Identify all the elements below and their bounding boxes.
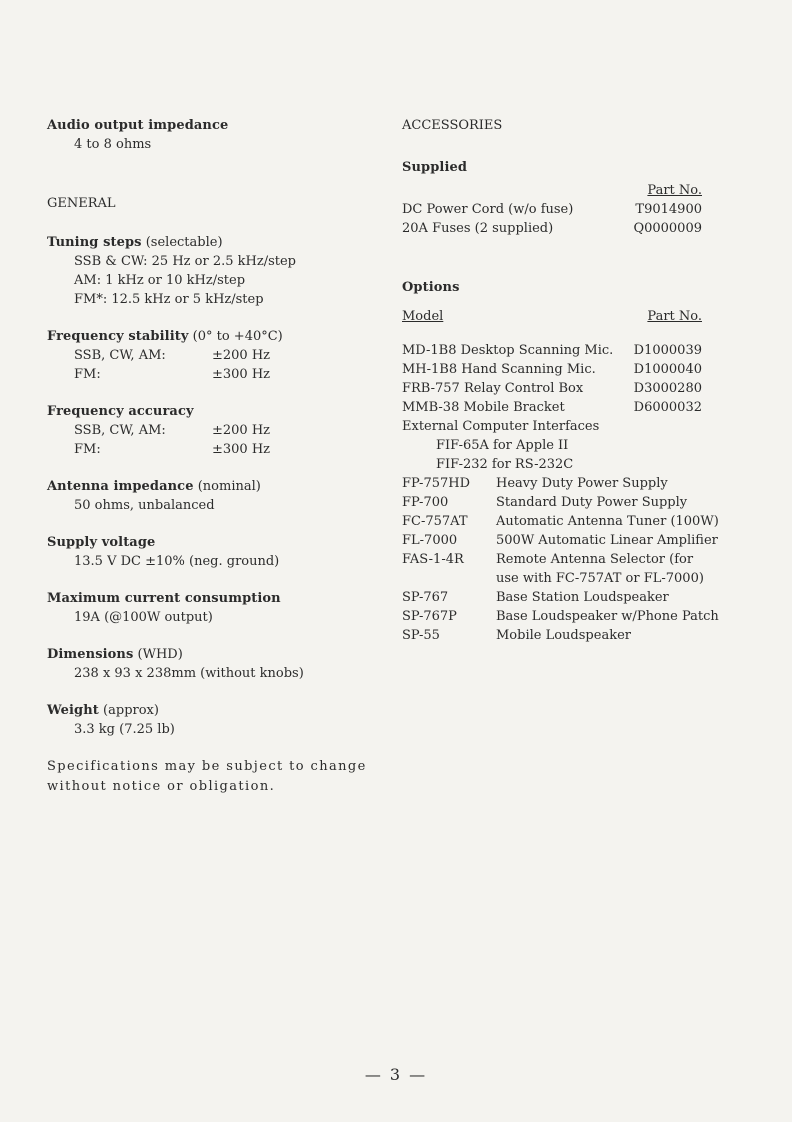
- supplied-part-header: Part No.: [647, 183, 702, 198]
- accessories-list: [402, 474, 762, 645]
- dimensions-subtitle: (WHD): [137, 647, 183, 662]
- frequency-stability-spec: [47, 327, 382, 384]
- frequency-accuracy-title: Frequency accuracy: [47, 404, 194, 419]
- dimensions-value: 238 x 93 x 238mm (without knobs): [74, 666, 304, 681]
- accessory-row: [402, 550, 762, 569]
- options-header-row: [402, 307, 702, 326]
- option-row: [402, 398, 702, 417]
- accessory-model: SP-767P: [402, 609, 457, 624]
- antenna-impedance-spec: [47, 477, 382, 515]
- accessory-description: use with FC-757AT or FL-7000): [496, 571, 704, 586]
- accessory-description: Standard Duty Power Supply: [496, 495, 688, 510]
- spec-row: [47, 440, 382, 459]
- frequency-accuracy-spec: [47, 402, 382, 459]
- accessory-row: [402, 626, 762, 645]
- left-column: [47, 116, 382, 797]
- spec-row-value: ±200 Hz: [212, 423, 271, 438]
- weight-subtitle: (approx): [103, 703, 159, 718]
- supplied-item-part: Q0000009: [633, 221, 702, 236]
- supplied-row: [402, 219, 702, 238]
- audio-output-value: 4 to 8 ohms: [74, 137, 152, 152]
- right-column: [402, 116, 762, 645]
- max-current-title: Maximum current consumption: [47, 591, 281, 606]
- external-interface-item: FIF-65A for Apple II: [436, 438, 569, 453]
- option-item-name: MD-1B8 Desktop Scanning Mic.: [402, 343, 614, 358]
- general-heading: GENERAL: [47, 196, 116, 211]
- max-current-spec: [47, 589, 382, 627]
- antenna-impedance-subtitle: (nominal): [197, 479, 261, 494]
- supply-voltage-spec: [47, 533, 382, 571]
- accessory-model: FC-757AT: [402, 514, 468, 529]
- tuning-steps-subtitle: (selectable): [145, 235, 223, 250]
- accessory-row: [402, 512, 762, 531]
- supply-voltage-title: Supply voltage: [47, 535, 156, 550]
- spec-row: [47, 421, 382, 440]
- supplied-item-part: T9014900: [635, 202, 702, 217]
- supplied-item-name: DC Power Cord (w/o fuse): [402, 202, 574, 217]
- accessory-description: Remote Antenna Selector (for: [496, 552, 694, 567]
- tuning-line: SSB & CW: 25 Hz or 2.5 kHz/step: [74, 254, 296, 269]
- options-heading: Options: [402, 280, 460, 295]
- option-row: [402, 379, 702, 398]
- spec-row: [47, 346, 382, 365]
- accessory-row: [402, 531, 762, 550]
- frequency-stability-subtitle: (0° to +40°C): [192, 329, 283, 344]
- spec-row-value: ±200 Hz: [212, 348, 271, 363]
- accessory-description: Mobile Loudspeaker: [496, 628, 631, 643]
- specifications-note: Specifications may be subject to change without notice or obligation.: [47, 759, 367, 794]
- accessory-row: [402, 607, 762, 626]
- max-current-value: 19A (@100W output): [74, 610, 213, 625]
- spec-row-label: SSB, CW, AM:: [74, 348, 166, 363]
- accessory-model: [402, 569, 496, 588]
- accessory-description: Heavy Duty Power Supply: [496, 476, 668, 491]
- weight-value: 3.3 kg (7.25 lb): [74, 722, 175, 737]
- accessory-description: 500W Automatic Linear Amplifier: [496, 533, 718, 548]
- supplied-item-name: 20A Fuses (2 supplied): [402, 221, 554, 236]
- accessory-row: [402, 569, 762, 588]
- options-model-header: Model: [402, 309, 444, 324]
- supplied-header-row: [402, 181, 702, 200]
- spec-row: [47, 365, 382, 384]
- accessory-row: [402, 493, 762, 512]
- supply-voltage-value: 13.5 V DC ±10% (neg. ground): [74, 554, 280, 569]
- spec-row-value: ±300 Hz: [212, 367, 271, 382]
- option-item-part: D1000040: [633, 362, 702, 377]
- accessory-model: SP-767: [402, 590, 449, 605]
- options-part-header: Part No.: [647, 309, 702, 324]
- option-row: [402, 341, 702, 360]
- antenna-impedance-title: Antenna impedance: [47, 479, 194, 494]
- spec-row-value: ±300 Hz: [212, 442, 271, 457]
- tuning-steps-title: Tuning steps: [47, 235, 142, 250]
- frequency-stability-title: Frequency stability: [47, 329, 189, 344]
- option-item-part: D1000039: [633, 343, 702, 358]
- accessory-model: FAS-1-4R: [402, 552, 464, 567]
- accessory-model: SP-55: [402, 628, 440, 643]
- option-item-part: D6000032: [633, 400, 702, 415]
- spec-row-label: FM:: [74, 442, 101, 457]
- option-item-part: D3000280: [633, 381, 702, 396]
- weight-title: Weight: [47, 703, 99, 718]
- option-item-name: MMB-38 Mobile Bracket: [402, 400, 565, 415]
- dimensions-spec: [47, 645, 382, 683]
- accessory-description: Base Station Loudspeaker: [496, 590, 669, 605]
- external-interface-item: FIF-232 for RS-232C: [436, 457, 574, 472]
- accessories-heading: ACCESSORIES: [402, 118, 503, 133]
- antenna-impedance-value: 50 ohms, unbalanced: [74, 498, 215, 513]
- supplied-row: [402, 200, 702, 219]
- weight-spec: [47, 701, 382, 739]
- accessory-row: [402, 588, 762, 607]
- accessory-description: Base Loudspeaker w/Phone Patch: [496, 609, 719, 624]
- spec-row-label: FM:: [74, 367, 101, 382]
- accessory-model: FL-7000: [402, 533, 458, 548]
- tuning-line: AM: 1 kHz or 10 kHz/step: [74, 273, 246, 288]
- supplied-heading: Supplied: [402, 160, 468, 175]
- accessory-row: [402, 474, 762, 493]
- audio-output-title: Audio output impedance: [47, 118, 229, 133]
- tuning-line: FM*: 12.5 kHz or 5 kHz/step: [74, 292, 264, 307]
- tuning-steps-spec: [47, 233, 382, 309]
- page-number: — 3 —: [364, 1065, 428, 1084]
- audio-output-spec: [47, 116, 382, 154]
- option-item-name: FRB-757 Relay Control Box: [402, 381, 584, 396]
- option-row: [402, 360, 702, 379]
- accessory-description: Automatic Antenna Tuner (100W): [496, 514, 719, 529]
- spec-row-label: SSB, CW, AM:: [74, 423, 166, 438]
- accessory-model: FP-700: [402, 495, 449, 510]
- accessory-model: FP-757HD: [402, 476, 471, 491]
- option-item-name: MH-1B8 Hand Scanning Mic.: [402, 362, 596, 377]
- external-interfaces-heading: External Computer Interfaces: [402, 419, 600, 434]
- dimensions-title: Dimensions: [47, 647, 134, 662]
